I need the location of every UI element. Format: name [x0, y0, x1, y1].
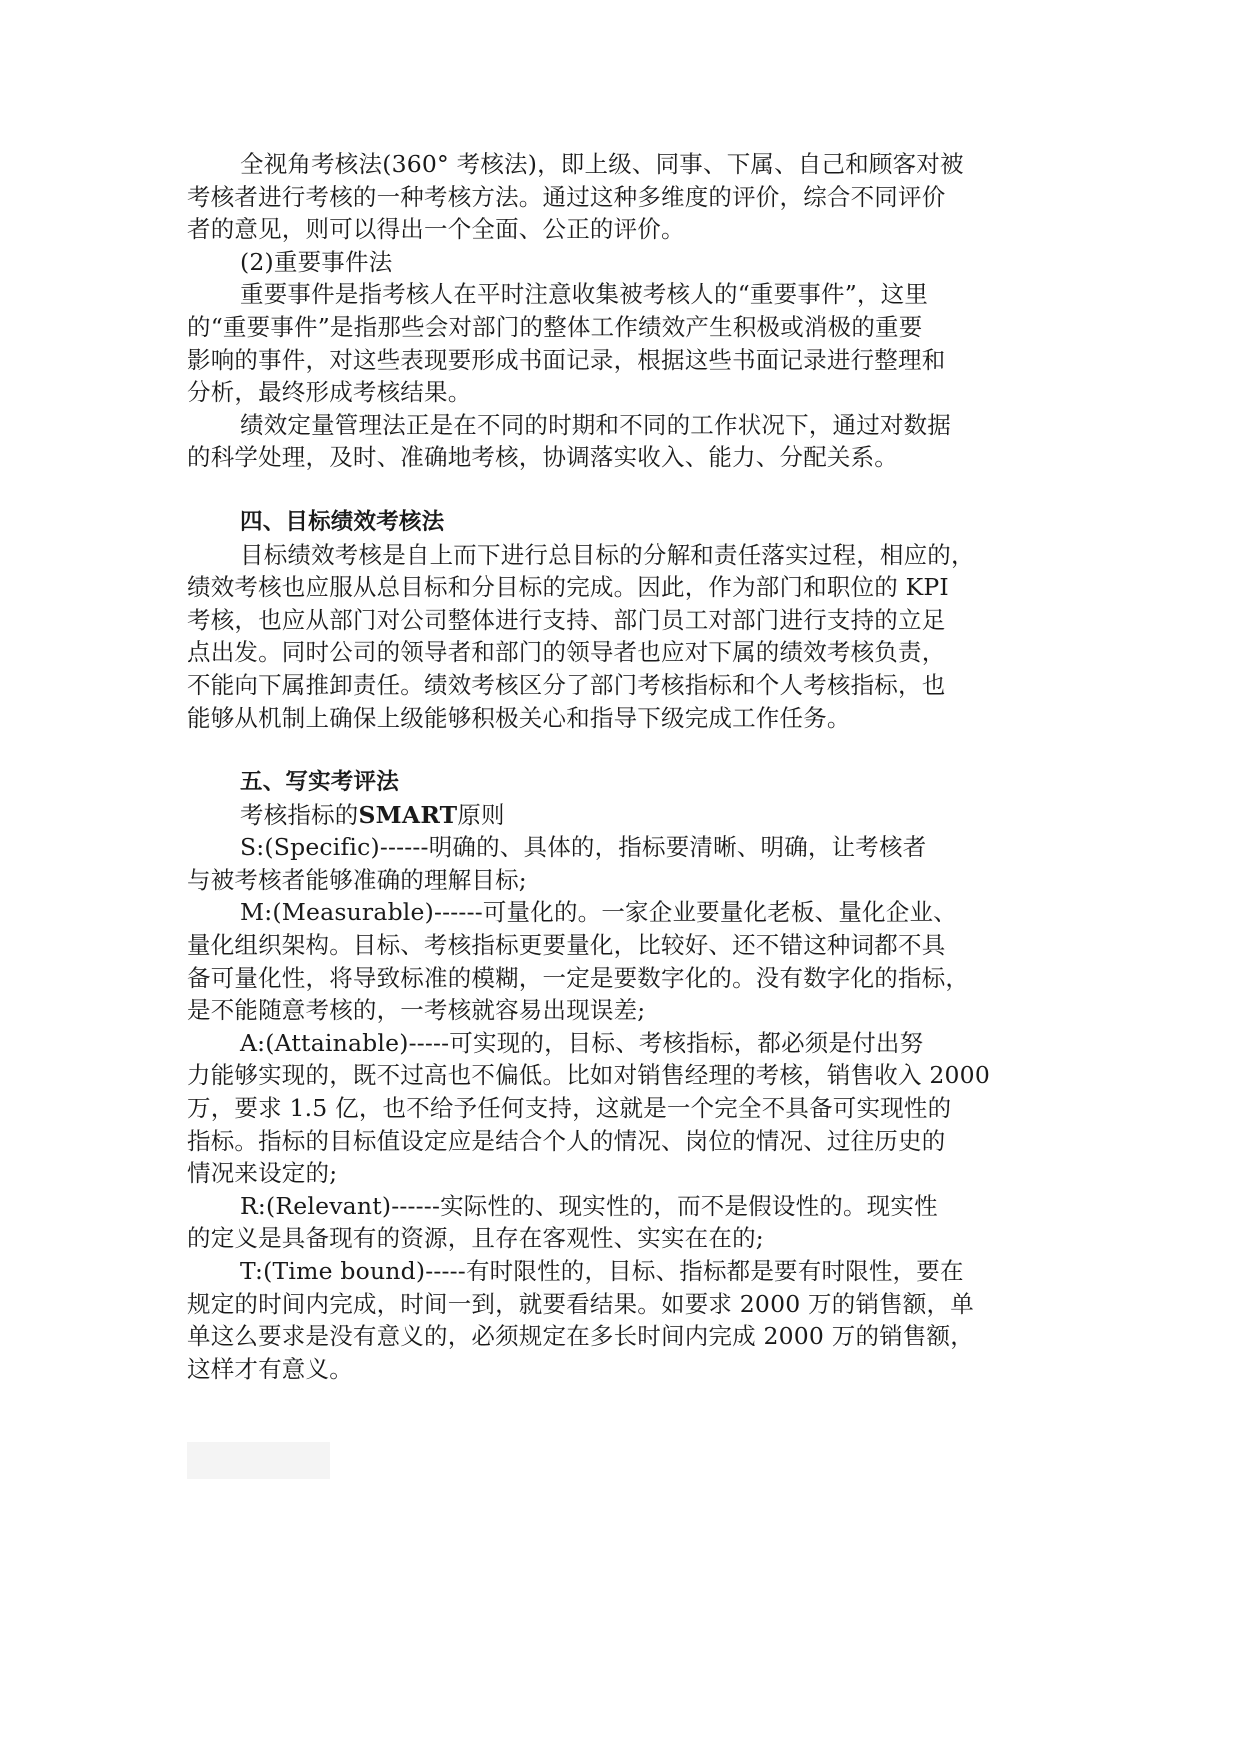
text-line: 重要事件是指考核人在平时注意收集被考核人的“重要事件”，这里: [240, 280, 929, 309]
paragraph-quantitative: [187, 409, 1067, 474]
text-line: 不能向下属推卸责任。绩效考核区分了部门考核指标和个人考核指标，也: [187, 670, 946, 699]
smart-specific: [187, 831, 1067, 896]
text-line: 是不能随意考核的，一考核就容易出现误差;: [187, 996, 646, 1025]
smart-intro-prefix: 考核指标的: [240, 800, 359, 829]
smart-relevant: [187, 1190, 1067, 1255]
text-line: 情况来设定的;: [187, 1159, 338, 1188]
document-body: [187, 148, 1067, 1385]
text-line: 这样才有意义。: [187, 1354, 353, 1383]
text-line: 绩效考核也应服从总目标和分目标的完成。因此，作为部门和职位的 KPI: [187, 573, 949, 602]
text-line: A:(Attainable)-----可实现的，目标、考核指标，都必须是付出努: [240, 1028, 924, 1057]
text-line: T:(Time bound)-----有时限性的，目标、指标都是要有时限性，要在: [240, 1257, 964, 1285]
smart-time-bound: [187, 1255, 1067, 1385]
subheading-key-events: (2)重要事件法: [240, 247, 393, 276]
text-line: R:(Relevant)------实际性的、现实性的，而不是假设性的。现实性: [240, 1191, 938, 1220]
text-line: 量化组织架构。目标、考核指标更要量化，比较好、还不错这种词都不具: [187, 931, 946, 960]
text-line: 单这么要求是没有意义的，必须规定在多长时间内完成 2000 万的销售额，: [187, 1322, 974, 1351]
section-heading-5: 五、写实考评法: [240, 769, 399, 796]
text-line: 能够从机制上确保上级能够积极关心和指导下级完成工作任务。: [187, 703, 851, 732]
smart-intro: [187, 799, 1067, 832]
text-line: 考核，也应从部门对公司整体进行支持、部门员工对部门进行支持的立足: [187, 605, 946, 634]
paragraph-key-events: [187, 278, 1067, 408]
text-line: 规定的时间内完成，时间一到，就要看结果。如要求 2000 万的销售额，单: [187, 1289, 974, 1318]
text-line: 全视角考核法(360° 考核法)，即上级、同事、下属、自己和顾客对被: [240, 150, 964, 178]
text-line: 指标。指标的目标值设定应是结合个人的情况、岗位的情况、过往历史的: [187, 1126, 946, 1155]
text-line: 与被考核者能够准确的理解目标;: [187, 865, 527, 894]
text-line: 考核者进行考核的一种考核方法。通过这种多维度的评价，综合不同评价: [187, 182, 946, 211]
text-line: 点出发。同时公司的领导者和部门的领导者也应对下属的绩效考核负责，: [187, 638, 946, 667]
text-line: 备可量化性，将导致标准的模糊，一定是要数字化的。没有数字化的指标，: [187, 963, 970, 992]
smart-intro-suffix: 原则: [457, 800, 505, 829]
text-line: M:(Measurable)------可量化的。一家企业要量化老板、量化企业、: [240, 898, 957, 927]
spacer: [187, 474, 1067, 506]
text-line: 分析，最终形成考核结果。: [187, 378, 472, 407]
text-line: 的科学处理，及时、准确地考核，协调落实收入、能力、分配关系。: [187, 443, 898, 472]
paragraph-360-method: [187, 148, 1067, 246]
text-line: 者的意见，则可以得出一个全面、公正的评价。: [187, 215, 685, 244]
section-heading-4: 四、目标绩效考核法: [240, 508, 445, 535]
text-line: 力能够实现的，既不过高也不偏低。比如对销售经理的考核，销售收入 2000: [187, 1061, 990, 1090]
smart-attainable: [187, 1027, 1067, 1190]
footer-placeholder-box: [187, 1442, 330, 1479]
text-line: 的“重要事件”是指那些会对部门的整体工作绩效产生积极或消极的重要: [187, 312, 923, 341]
text-line: 影响的事件，对这些表现要形成书面记录，根据这些书面记录进行整理和: [187, 345, 946, 374]
paragraph-objective: [187, 539, 1067, 735]
smart-intro-bold: SMART: [358, 800, 458, 829]
text-line: 万，要求 1.5 亿，也不给予任何支持，这就是一个完全不具备可实现性的: [187, 1094, 952, 1123]
text-line: 目标绩效考核是自上而下进行总目标的分解和责任落实过程，相应的，: [240, 540, 975, 569]
smart-measurable: [187, 896, 1067, 1026]
spacer: [187, 734, 1067, 766]
text-line: 绩效定量管理法正是在不同的时期和不同的工作状况下，通过对数据: [240, 410, 951, 439]
text-line: S:(Specific)------明确的、具体的，指标要清晰、明确，让考核者: [240, 833, 927, 862]
text-line: 的定义是具备现有的资源，且存在客观性、实实在在的;: [187, 1224, 764, 1253]
